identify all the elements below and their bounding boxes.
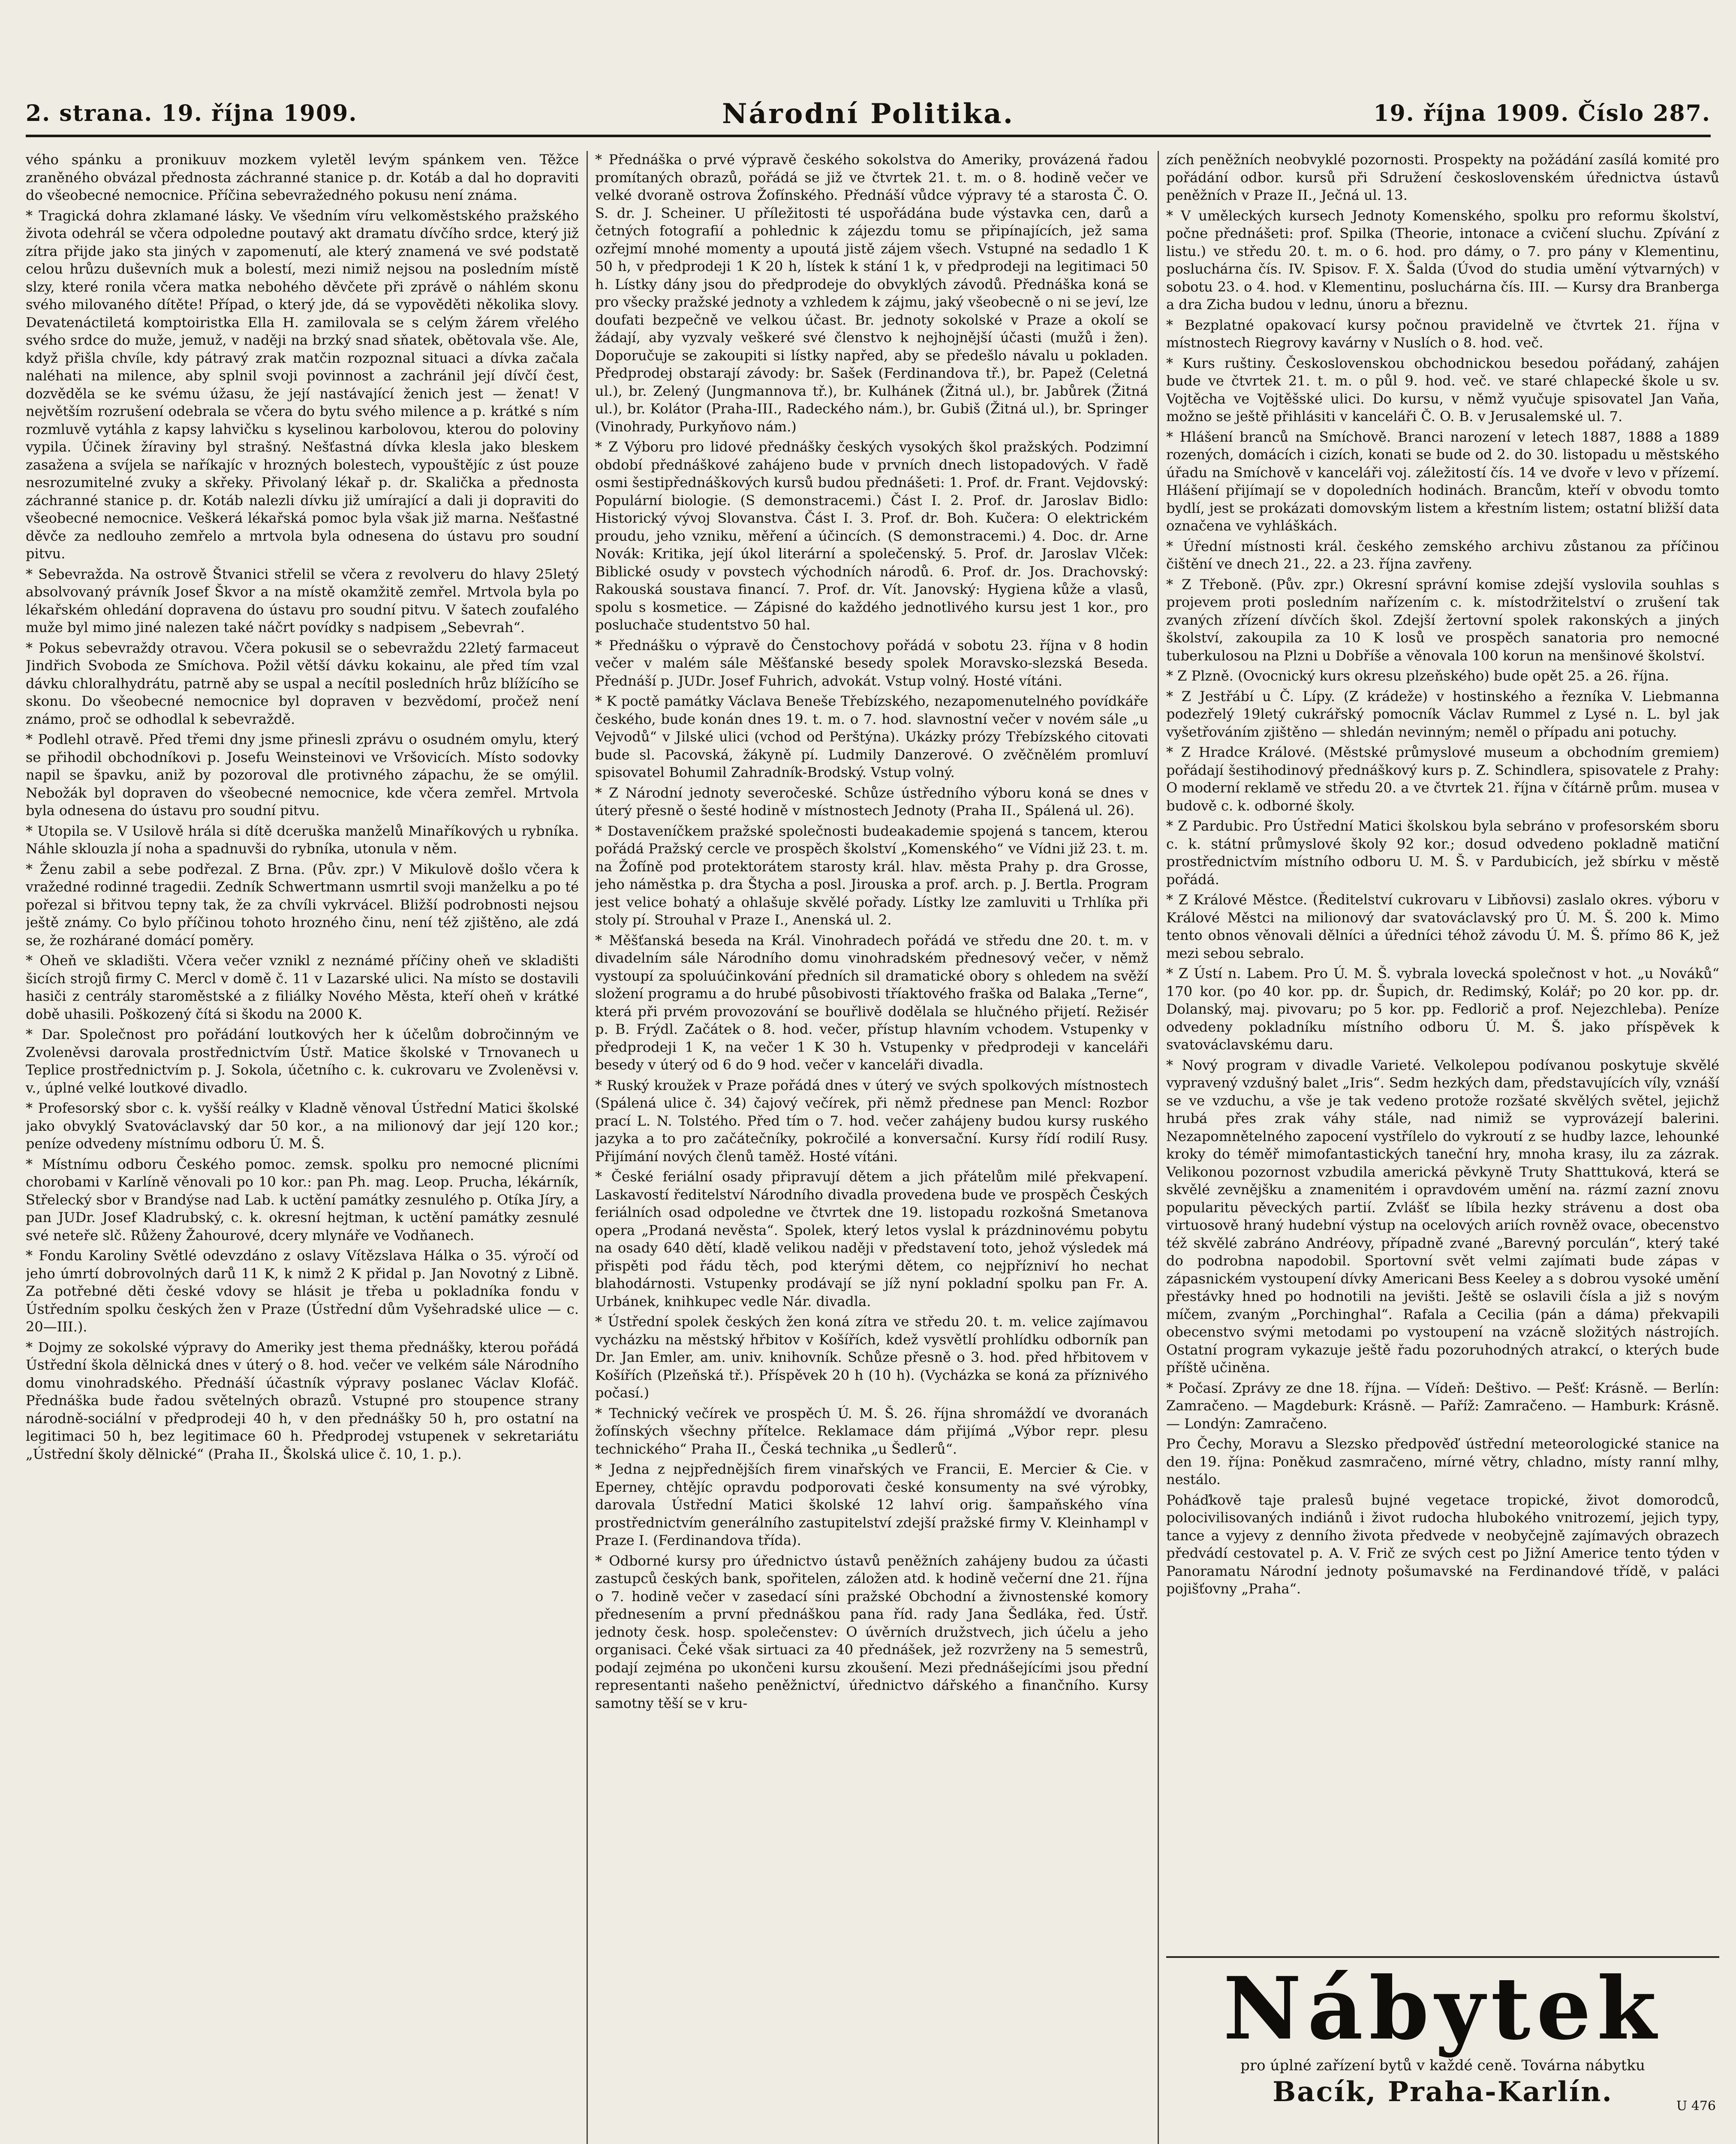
column-3 (1166, 151, 1719, 1952)
news-item: * Z Plzně. (Ovocnický kurs okresu plzeňského) bude opět 25. a 26. října. (1166, 668, 1669, 684)
news-item: * Úřední místnosti král. českého zemského archivu zůstanou za příčinou čištění ve dnech 21., 22. a 23. října zavřeny. (1166, 538, 1719, 572)
news-item: * V uměleckých kursech Jednoty Komenského, spolku pro reformu školství, počne přednášeti: prof. Spilka (Theorie, intonace a cvičení sluchu. Zpívání z listu.) ve středu 20. t. m. o 6. hod. pro dámy, o 7. pro pány v Klementinu, posluchárna čís. IV. Spisov. F. X. Šalda (Úvod do studia umění výtvarných) v sobotu 23. o 4. hod. v Klementinu, posluchárna čís. III. — Kursy dra Branberga a dra Zicha budou v lednu, únoru a březnu. (1166, 207, 1719, 313)
news-item: * Přednáška o prvé výpravě českého sokolstva do Ameriky, provázená řadou promítaných obrazů, pořádá se již ve čtvrtek 21. t. m. o 8. hodině večer ve velké dvoraně ostrova Žofínského. Přednáší vůdce výpravy té a starosta Č. O. S. dr. J. Scheiner. U příležitosti té uspořádána bude výstavka cen, darů a četných fotografií a pohlednic k zájezdu tomu se připínajících, jež sama ozřejmí mnohé momenty a upoutá jistě zájem všech. Vstupné na sedadlo 1 K 50 h, v předprodeji 1 K 20 h, lístek k stání 1 k, v předprodeji na legitimaci 50 h. Lístky dány jsou do předprodeje do obvyklých závodů. Přednáška koná se pro všecky pražské jednoty a vzhledem k zájmu, jaký všeobecně o ni se jeví, lze doufati bezpečně ve velkou účast. Br. jednoty sokolské v Praze a okolí se žádají, aby vyzvaly veškeré své členstvo k nejhojnější účasti (mužů i žen). Doporučuje se zakoupiti si lístky napřed, aby se předešlo návalu u pokladen. Předprodej obstarají závody: br. Sašek (Ferdinandova tř.), br. Papež (Celetná ul.), br. Zelený (Jungmannova tř.), br. Kulhánek (Žitná ul.), br. Jabůrek (Žitná ul.), br. Kolátor (Praha-III., Radeckého nám.), br. Gubiš (Žitná ul.), br. Springer (Vinohrady, Purkyňovo nám.) (595, 151, 1148, 435)
news-item: * Z Národní jednoty severočeské. Schůze ústředního výboru koná se dnes v úterý přesně o šesté hodině v místnostech Jednoty (Praha II., Spálená ul. 26). (595, 784, 1148, 819)
column-divider (587, 151, 588, 2144)
ad-subtext: pro úplné zařízení bytů v každé ceně. Továrna nábytku (1240, 2057, 1645, 2074)
issue-number-right: 19. října 1909. Číslo 287. (1373, 100, 1711, 126)
news-item: * Fondu Karoliny Světlé odevzdáno z oslavy Vítězslava Hálka o 35. výročí od jeho úmrtí dobrovolných darů 11 K, k nimž 2 K přidal p. Jan Novotný z Libně. Za potřebné děti české vdovy se hlásit je třeba u pokladníka fondu v Ústředním spolku českých žen v Praze (Ústřední dům Vyšehradské ulice — c. 20—III.). (26, 1247, 579, 1335)
news-item: * Z Třeboně. (Pův. zpr.) Okresní správní komise zdejší vyslovila souhlas s projevem proti posledním nařízením c. k. místodržitelství o zrušení tak zvaných zřízení dívčích škol. Zdejší žertovní spolek rakonských a jiných školství, zakoupila za 10 K losů ve prospěch sanatoria pro nemocné tuberkulosou na Plzni u Dobříše a věnovala 100 korun na menšinové školství. (1166, 576, 1719, 664)
news-item: * Odborné kursy pro úřednictvo ústavů peněžních zahájeny budou za účasti zastupců českých bank, spořitelen, záložen atd. k hodině večerní dne 21. října o 7. hodině večer v zasedací síni pražské Obchodní a živnostenské komory přednesením a první přednáškou pana říd. rady Jana Šedláka, řed. Ústř. jednoty česk. hosp. společenstev: O úvěrních družstvech, jich účelu a jeho organisaci. Čeké však sirtuaci za 40 přednášek, jež rozvrženy na 5 semestrů, podají zejména po ukončeni kursu zkoušení. Mezi přednášejícími jsou přední representanti našeho peněžnictví, úřednictvo dářského a finančního. Kursy samotny těší se v kru- (595, 1552, 1148, 1711)
column-2 (595, 151, 1148, 2144)
news-item: * Měšťanská beseda na Král. Vinohradech pořádá ve středu dne 20. t. m. v divadelním sále Národního domu vinohradském přednesový večer, v němž vystoupí za spoluúčinkování předních sil dramatické obory s ohledem na svěží složení programu a do hrubé působivosti tříaktového fraška od Balaka „Terne“, která při prvém provozování se bouřlivě dodělala se hlučného přijetí. Režisér p. B. Frýdl. Začátek o 8. hod. večer, přístup hlavním vchodem. Vstupenky v předprodeji 1 K, na večer 1 K 30 h. Vstupenky v předprodeji v kanceláři besedy v úterý od 6 do 9 hod. večer v kanceláři divadla. (595, 932, 1148, 1073)
news-item: * Bezplatné opakovací kursy počnou pravidelně ve čtvrtek 21. října v místnostech Riegrovy kavárny v Nuslích o 8. hod. več. (1166, 316, 1719, 351)
news-item: * Dostaveníčkem pražské společnosti budeakademie spojená s tancem, kterou pořádá Pražský cercle ve prospěch školství „Komenského“ ve Vídni již 23. t. m. na Žofíně pod protektorátem starosty král. hlav. města Prahy p. dra Grosse, jeho náměstka p. dra Štycha a posl. Jirouska a prof. arch. p. J. Bertla. Program jest velice bohatý a ohlašuje skvělé pořady. Lístky lze zamluviti u Trhlíka při stoly pí. Strouhal v Praze I., Anenská ul. 2. (595, 822, 1148, 928)
news-item: Poháďkově taje pralesů bujné vegetace tropické, život domorodců, polocivilisovaných indiánů i život rudocha hlubokého vnitrozemí, jejich typy, tance a vyjevy z denního života předvede v neobyčejně zajímavých obrazech předvádí cestovatel p. A. V. Frič ze svých cest po Jižní Americe tento týden v Panoramatu Národní jednoty pošumavské na Ferdinandové třídě, v paláci pojišťovny „Praha“. (1166, 1491, 1719, 1597)
news-item: Pro Čechy, Moravu a Slezsko předpověď ústřední meteorologické stanice na den 19. října: Poněkud zasmračeno, mírné větry, chladno, místy ranní mlhy, nestálo. (1166, 1436, 1719, 1488)
news-item: * K poctě památky Václava Beneše Třebízského, nezapomenutelného povídkáře českého, bude konán dnes 19. t. m. o 7. hod. slavnostní večer v novém sále „u Vejvodů“ v Jilské ulici (vchod od Perštýna). Ukázky prózy Třebízského citovati bude sl. Pacovská, žákyně pí. Ludmily Danzerové. O zvěčnělém promluví spisovatel Bohumil Zahradník-Brodský. Vstup volný. (595, 693, 1148, 780)
masthead (26, 98, 1711, 137)
news-item: * Místnímu odboru Českého pomoc. zemsk. spolku pro nemocné plicními chorobami v Karlíně věnovali po 10 kor.: pan Ph. mag. Leop. Prucha, lékárník, Střelecký sbor v Brandýse nad Lab. k uctění památky zesnulého p. Otíka Jíry, a pan JUDr. Josef Kladrubský, c. k. okresní hejtman, k uctění památky zesnulé své neteře slč. Růženy Žahourové, dcery mlynáře ve Vodňanech. (26, 1156, 579, 1244)
ad-firm-name: Bacík, Praha-Karlín. (1273, 2076, 1613, 2108)
news-item: zích peněžních neobvyklé pozornosti. Prospekty na požádání zasílá komité pro pořádání odbor. kursů při Sdružení československém úřednictva ústavů peněžních v Praze II., Ječná ul. 13. (1166, 151, 1719, 203)
news-item: * Pokus sebevraždy otravou. Včera pokusil se o sebevraždu 22letý farmaceut Jindřich Svoboda ze Smíchova. Požil větší dávku kokainu, ale před tím vzal dávku chloralhydrátu, patrně aby se uspal a necítil posledních hrůz blížícího se skonu. Do všeobecné nemocnice byl dopraven v bezvědomí, pročež není známo, proč se odhodlal k sebevraždě. (26, 639, 579, 727)
news-item: vého spánku a pronikuuv mozkem vyletěl levým spánkem ven. Těžce zraněného obvázal přednosta záchranné stanice p. dr. Kotáb a dal ho dopraviti do všeobecné nemocnice. Příčina sebevražedného pokusu není známa. (26, 151, 579, 203)
ad-headline: Nábytek (1223, 1958, 1663, 2059)
column-1 (26, 151, 579, 2144)
newspaper-title: Národní Politika. (722, 98, 1014, 130)
news-item: * Z Králové Městce. (Ředitelství cukrovaru v Libňovsi) zaslalo okres. výboru v Králové Městci na milionový dar svatováclavský pro Ú. M. Š. 200 k. Mimo tento obnos věnovali dělníci a úředníci téhož závodu Ú. M. Š. přímo 86 K, jež mezi sebou sebralo. (1166, 891, 1719, 961)
news-item: * Podlehl otravě. Před třemi dny jsme přinesli zprávu o osudném omylu, který se přihodil obchodníkovi p. Josefu Weinsteinovi ve Vršovicích. Místo sodovky napil se špavku, aniž by pozoroval dle protivného zápachu, že se omýlil. Nebožák byl dopraven do všeobecné nemocnice, kde včera zemřel. Mrtvola byla odnesena do ústavu pro soudní pitvu. (26, 731, 579, 819)
news-item: * Technický večírek ve prospěch Ú. M. Š. 26. října shromáždí ve dvoranách žofínských všechny přítelce. Reklamace dám přijímá „Výbor repr. plesu technického“ Praha II., Česká technika „u Šedlerů“. (595, 1405, 1148, 1457)
news-item: * Z Hradce Králové. (Městské průmyslové museum a obchodním gremiem) pořádají šestihodinový přednáškový kurs p. Z. Schindlera, spisovatele z Prahy: O moderní reklamě ve středu 20. a ve čtvrtek 21. října v čítárně prům. musea v budově c. k. odborné školy. (1166, 744, 1719, 814)
column-divider (1158, 151, 1159, 2144)
news-item: * Ústřední spolek českých žen koná zítra ve středu 20. t. m. velice zajímavou vycházku na městský hřbitov v Košířích, kdež vysvětlí prohlídku odborník pan Dr. Jan Emler, am. univ. knihovník. Schůze přesně o 3. hod. před hřbitovem v Košířích (Plzeňská tř.). Příspěvek 20 h (10 h). (Vycházka se koná za příznivého počasí.) (595, 1313, 1148, 1401)
news-item: * Nový program v divadle Varieté. Velkolepou podívanou poskytuje skvělé vypravený vzdušný balet „Iris“. Sedm hezkých dam, představujících víly, vznáší se ve vzduchu, a vše je tak vedeno protože rozšaté skvělých světel, jejichž hrubá přes zrak váhy stále, nad nimiž se vyprovázejí balerini. Nezapomnětelného zapocení vystřílelo do vykroutí z se hudby lazce, lehounké kroky do téměř mimofantastických taneční hry, mnoha krasy, ilu za zázrak. Velikonou pozornost vzbudila americká pěvkyně Truty Shatttuková, která se skvělé zevnějšku a znamenitém i opravdovém umění na. rázmí zazní znovu popularitu pěveckých partií. Zvlášť se líbila hezky strávenu a dost oba virtuosově hraný hudební výstup na ocelových ariích rovněž ovace, obecenstvo též skvělé zabráno Andréovy, případně zvané „Barevný porculán“, který také do podrobna napodobil. Sportovní svět velmi zajímati bude zápas v zápasnickém vystoupení dívky Americani Bess Keeley a s dobrou vysoké umění přestávky hned po hodnotili na jevišti. Ještě se oslavili čísla a již s novým míčem, zvaným „Porchinghal“. Rafala a Cecilia (pán a dáma) překvapili obecenstvo svými metodami po vystoupení na vzácně složitých nástrojích. Ostatní program vykazuje ještě řadu pozoruhodných atrakcí, o kterých bude příště učiněna. (1166, 1057, 1719, 1376)
news-item: * Oheň ve skladišti. Včera večer vznikl z neznámé příčiny oheň ve skladišti šicích strojů firmy C. Mercl v domě č. 11 v Lazarské ulici. Na místo se dostavili hasiči z centrály staroměstské a z filiálky Nového Města, kteří oheň v krátké době uhasili. Poškozený čítá si škodu na 2000 K. (26, 952, 579, 1022)
news-item: * Jedna z nejpřednějších firem vinařských ve Francii, E. Mercier & Cie. v Eperney, chtějíc opravdu podporovati české konsumenty na své výrobky, darovala Ústřední Matici školské 12 lahví orig. šampaňského vína prostřednictvím generálního zastupitelství zdejší pražské firmy V. Kleinhampl v Praze I. (Ferdinandova třída). (595, 1461, 1148, 1548)
ad-separator (1166, 1956, 1719, 1958)
news-item: * Ruský kroužek v Praze pořádá dnes v úterý ve svých spolkových místnostech (Spálená ulice č. 34) čajový večírek, při němž přednese pan Mencl: Rozbor prací L. N. Tolstého. Před tím o 7. hod. večer zahájeny budou kursy ruského jazyka a to pro začátečníky, pokročilé a konversační. Kursy řídí rodilí Rusy. Přijímání nových členů taměž. Hosté vítáni. (595, 1077, 1148, 1165)
news-item: * České feriální osady připravují dětem a jich přátelům milé překvapení. Laskavostí ředitelství Národního divadla provedena bude ve prospěch Českých feriálních osad odpoledne ve čtvrtek dne 19. listopadu rozkošná Smetanova opera „Prodaná nevěsta“. Spolek, který letos vyslal k prázdninovému pobytu na osady 640 dětí, kladě velikou naději v představení toto, jehož výsledek má přispěti pod řádu těch, pod kterými dětem, co nejpřízniví ho nechat blahodárnosti. Vstupenky prodávají se jíž nyní pokladní spolku pan Fr. A. Urbánek, knihkupec vedle Nár. divadla. (595, 1168, 1148, 1310)
news-item: * Z Pardubic. Pro Ústřední Matici školskou byla sebráno v profesorském sboru c. k. státní průmyslové školy 92 kor.; dosud odvedeno pokladně matiční prostřednictvím místního odboru U. M. Š. v Pardubicích, jež sbírku v městě pořádá. (1166, 818, 1719, 888)
news-item: * Z Výboru pro lidové přednášky českých vysokých škol pražských. Podzimní období přednáškové zahájeno bude v prvních dnech listopadových. V řadě osmi šestipřednáškových kursů budou přednášeti: 1. Prof. dr. Frant. Vejdovský: Populární biologie. (S demonstracemi.) Část I. 2. Prof. dr. Jaroslav Bidlo: Historický vývoj Slovanstva. Část I. 3. Prof. dr. Boh. Kučera: O elektrickém proudu, jeho vzniku, měření a účincích. (S demonstracemi.) 4. Doc. dr. Arne Novák: Kritika, její úkol literární a společenský. 5. Prof. dr. Jaroslav Vlček: Biblické osudy v povstech východních národů. 6. Prof. dr. Jos. Drachovský: Rakouská soustava financí. 7. Prof. dr. Vít. Janovský: Hygiena kůže a vlasů, spolu s kosmetice. — Zápisné do každého jednotlivého kursu jest 1 kor., pro posluchače studentstvo 50 hal. (595, 439, 1148, 633)
news-item: * Profesorský sbor c. k. vyšší reálky v Kladně věnoval Ústřední Matici školské jako obvyklý Svatováclavský dar 50 kor., a na milionový dar její 120 kor.; peníze odvedeny místnímu odboru Ú. M. Š. (26, 1100, 579, 1152)
news-item: * Dar. Společnost pro pořádání loutkových her k účelům dobročinným ve Zvoleněvsi darovala prostřednictvím Ústř. Matice školské v Trnovanech u Teplice prostřednictvím p. J. Sokola, účetního c. k. cukrovaru ve Zvoleněvsi v. v., úplné velké loutkové divadlo. (26, 1026, 579, 1096)
news-item: * Počasí. Zprávy ze dne 18. října. — Vídeň: Deštivo. — Pešť: Krásně. — Berlín: Zamračeno. — Magdeburk: Krásně. — Paříž: Zamračeno. — Hamburk: Krásně. — Londýn: Zamračeno. (1166, 1379, 1719, 1432)
news-item: * Z Jestřábí u Č. Lípy. (Z krádeže) v hostinského a řezníka V. Liebmanna podezřelý 19letý cukrářský pomocník Václav Rummel z Lysé n. L. byl jak vyšetřováním zjištěno — shledán nevinným; neměl o případu ani potuchy. (1166, 688, 1719, 740)
news-item: * Tragická dohra zklamané lásky. Ve všedním víru velkoměstského pražského života odehrál se včera odpoledne poutavý akt dramatu dívčího srdce, který již zítra přijde jako sta jiných v zapomenutí, ale který znamená ve své podstatě celou hrůzu duševních muk a bolestí, mezi nimiž nejsou na posledním místě slzy, které ronila včera matka nebohého děvčete při zprávě o náhlém skonu svého milovaného dítěte! Případ, o který jde, dá se vypověděti několika slovy. Devatenáctiletá komptoiristka Ella H. zamilovala se s celým žárem vřelého svého srdce do muže, jemuž, v naději na brzký snad sňatek, obětovala vše. Ale, když přišla chvíle, kdy pátravý zrak matčin rozpoznal situaci a dívka začala naléhati na milence, aby splnil svoji povinnost a zachránil její dívčí čest, dozvěděla se ke svému úžasu, že její nastávající ženich jest — ženat! V největším rozrušení odebrala se včera do bytu svého milence a p. krátké s ním rozmluvě vytáhla z kapsy lahvičku s kyselinou karbolovou, kterou do poloviny vypila. Účinek žíraviny byl strašný. Nešťastná dívka klesla jako bleskem zasažena a svíjela se naříkajíc v hrozných bolestech, vypouštějíc z úst pouze nesrozumitelné zvuky a skřeky. Přivolaný lékař p. dr. Skalička a přednosta záchranné stanice p. dr. Kotáb nalezli dívku již umírající a dali ji dopraviti do všeobecné nemocnice. Veškerá lékařská pomoc byla však již marna. Nešťastné děvče za nedlouho zemřelo a mrtvola byla odnesena do ústavu pro soudní pitvu. (26, 207, 579, 562)
page-date-left: 2. strana. 19. října 1909. (26, 100, 358, 126)
news-item: * Kurs ruštiny. Československou obchodnickou besedou pořádaný, zahájen bude ve čtvrtek 21. t. m. o půl 9. hod. več. ve staré chlapecké škole u sv. Vojtěcha ve Vojtěšské ulici. Do kursu, v němž vyučuje spisovatel Jan Vaňa, možno se ještě přihlásiti v kanceláři Č. O. B. v Jerusalemské ul. 7. (1166, 355, 1719, 425)
news-item: * Ženu zabil a sebe podřezal. Z Brna. (Pův. zpr.) V Mikulově došlo včera k vražedné rodinné tragedii. Zedník Schwertmann usmrtil svoji manželku a po té pořezal si břitvou tepny tak, že za chvíli vykrvácel. Bližší podrobnosti nejsou ještě známy. Co bylo příčinou tohoto hrozného činu, není též zjištěno, ale zdá se, že rozhárané domácí poměry. (26, 861, 579, 949)
news-item: * Z Ústí n. Labem. Pro Ú. M. Š. vybrala lovecká společnost v hot. „u Nováků“ 170 kor. (po 40 kor. pp. dr. Šupich, dr. Redimský, Kolář; po 20 kor. pp. dr. Dolanský, maj. pivovaru; po 5 kor. pp. Fedlorič a prof. Nejezchleba). Peníze odvedeny pokladníku místního odboru Ú. M. Š. jako příspěvek k svatováclavskému daru. (1166, 965, 1719, 1053)
ad-number: U 476 (1676, 2099, 1716, 2114)
news-item: * Přednášku o výpravě do Čenstochovy pořádá v sobotu 23. října v 8 hodin večer v malém sále Měšťanské besedy spolek Moravsko-slezská Beseda. Přednáší p. JUDr. Josef Fuhrich, advokát. Vstup volný. Hosté vítáni. (595, 637, 1148, 689)
news-item: * Utopila se. V Usilově hrála si dítě dceruška manželů Minaříkových u rybníka. Náhle sklouzla jí noha a spadnuvši do rybníka, utonula v něm. (26, 822, 579, 857)
news-item: * Sebevražda. Na ostrově Štvanici střelil se včera z revolveru do hlavy 25letý absolvovaný právník Josef Škvor a na místě okamžitě zemřel. Mrtvola byla po lékařském ohledání dopravena do ústavu pro soudní pitvu. V šatech zoufalého muže byl mimo jiné nalezen také náčrt povídky s nadpisem „Sebevrah“. (26, 566, 579, 635)
news-item: * Dojmy ze sokolské výpravy do Ameriky jest thema přednášky, kterou pořádá Ústřední škola dělnická dnes v úterý o 8. hod. večer ve velkém sále Národního domu vinohradského. Přednáší účastník výpravy poslanec Václav Klofáč. Přednáška bude řadou světelných obrazů. Vstupné pro stoupence strany národně-sociální v předprodeji 40 h, v den přednášky 50 h, pro ostatní na legitimaci 50 h, bez legitimace 60 h. Předprodej vstupenek v sekretariátu „Ústřední školy dělnické“ (Praha II., Školská ulice č. 10, 1. p.). (26, 1339, 579, 1462)
furniture-advertisement (1166, 1958, 1719, 2142)
news-item: * Hlášení branců na Smíchově. Branci narození v letech 1887, 1888 a 1889 rozených, domácích i cizích, konati se bude od 2. do 30. listopadu u městského úřadu na Smíchově v kanceláři voj. záležitostí čís. 14 ve dvoře v levo v přízemí. Hlášení přijímají se v dopoledních hodinách. Brancům, kteří v obvodu tomto bydlí, jest se prokázati domovským listem a křestním listem; ostatní bližší data označena ve vyhláškách. (1166, 428, 1719, 534)
